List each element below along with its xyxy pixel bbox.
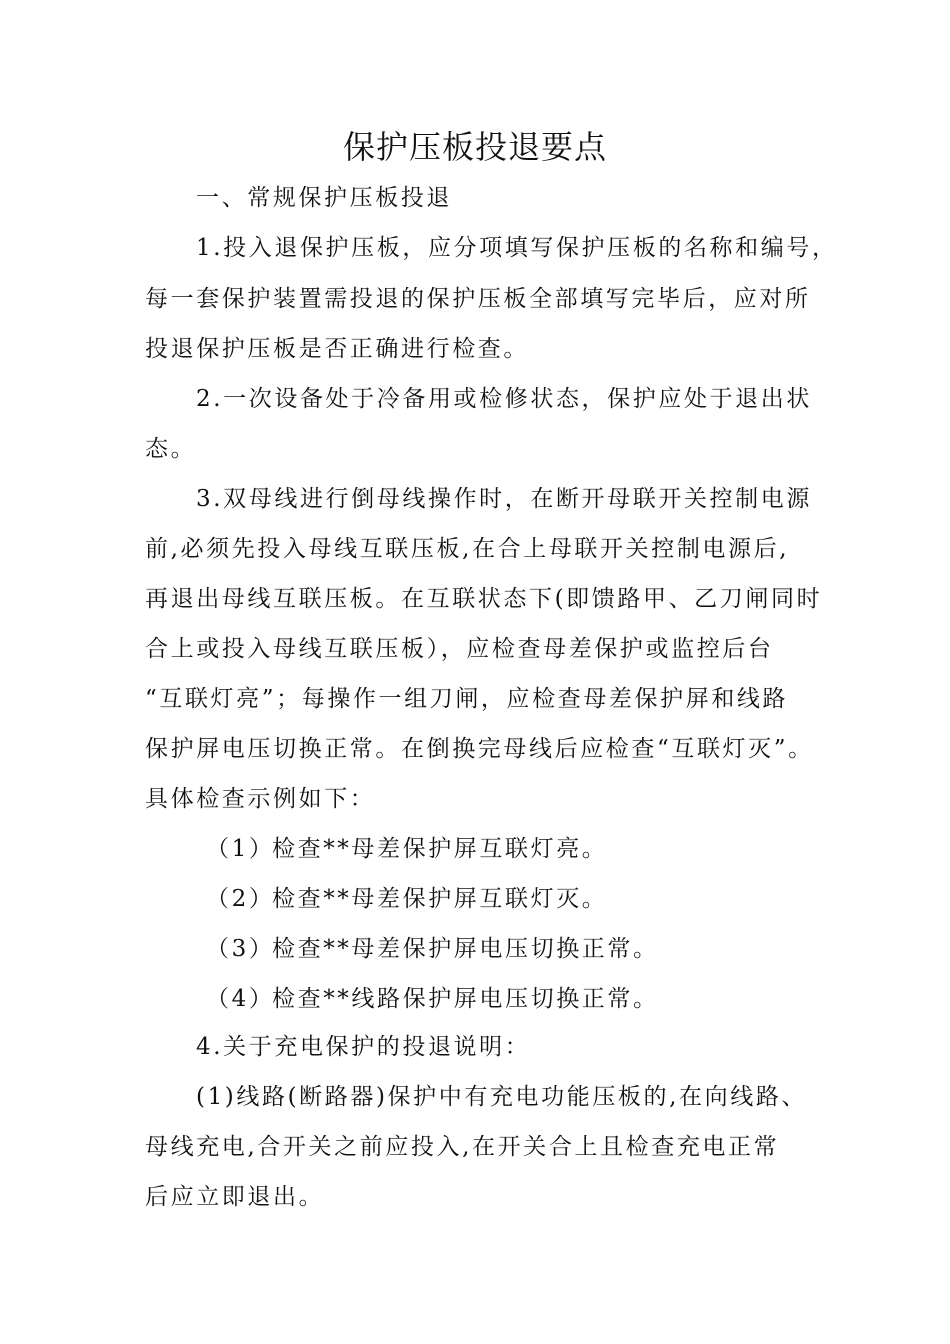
item3-line-6: 保护屏电压切换正常。在倒换完母线后应检查“互联灯灭”。 <box>145 736 814 762</box>
item3-line-3: 再退出母线互联压板。在互联状态下(即馈路甲、乙刀闸同时 <box>145 586 823 612</box>
example-item-2 <box>206 874 607 924</box>
item4-line-3: 后应立即退出。 <box>145 1184 325 1210</box>
item3-line-5: “互联灯亮”；每操作一组刀闸，应检查母差保护屏和线路 <box>145 686 789 712</box>
item4-line-1: (1)线路(断路器)保护中有充电功能压板的,在向线路、 <box>196 1084 808 1110</box>
example-item-3 <box>206 924 659 974</box>
item3-line-2: 前,必须先投入母线互联压板,在合上母联开关控制电源后, <box>145 536 790 562</box>
item2-line-2: 态。 <box>145 436 197 462</box>
example-item-4 <box>206 974 659 1024</box>
item1-line-3: 投退保护压板是否正确进行检查。 <box>145 336 529 362</box>
item2-line-1: 2.一次设备处于冷备用或检修状态，保护应处于退出状 <box>196 386 812 412</box>
item3-line-1: 3.双母线进行倒母线操作时，在断开母联开关控制电源 <box>196 486 812 512</box>
example-number: （4） <box>206 986 275 1012</box>
section-heading: 一、常规保护压板投退 <box>196 185 452 211</box>
item4-line-2: 母线充电,合开关之前应投入,在开关合上且检查充电正常 <box>145 1134 780 1160</box>
item4-heading: 4.关于充电保护的投退说明： <box>196 1034 531 1060</box>
example-number: （1） <box>206 836 275 862</box>
example-item-1 <box>206 824 607 874</box>
example-text: 检查**线路保护屏电压切换正常。 <box>272 986 659 1012</box>
example-number: （2） <box>206 886 275 912</box>
example-text: 检查**母差保护屏电压切换正常。 <box>272 936 659 962</box>
item3-line-7: 具体检查示例如下： <box>145 786 376 812</box>
example-number: （3） <box>206 936 275 962</box>
example-text: 检查**母差保护屏互联灯灭。 <box>272 886 608 912</box>
item1-line-2: 每一套保护装置需投退的保护压板全部填写完毕后，应对所 <box>145 286 811 312</box>
example-text: 检查**母差保护屏互联灯亮。 <box>272 836 608 862</box>
item3-line-4: 合上或投入母线互联压板），应检查母差保护或监控后台 <box>145 636 774 662</box>
document-title: 保护压板投退要点 <box>342 128 607 166</box>
item1-line-1: 1.投入退保护压板，应分项填写保护压板的名称和编号， <box>196 235 838 261</box>
